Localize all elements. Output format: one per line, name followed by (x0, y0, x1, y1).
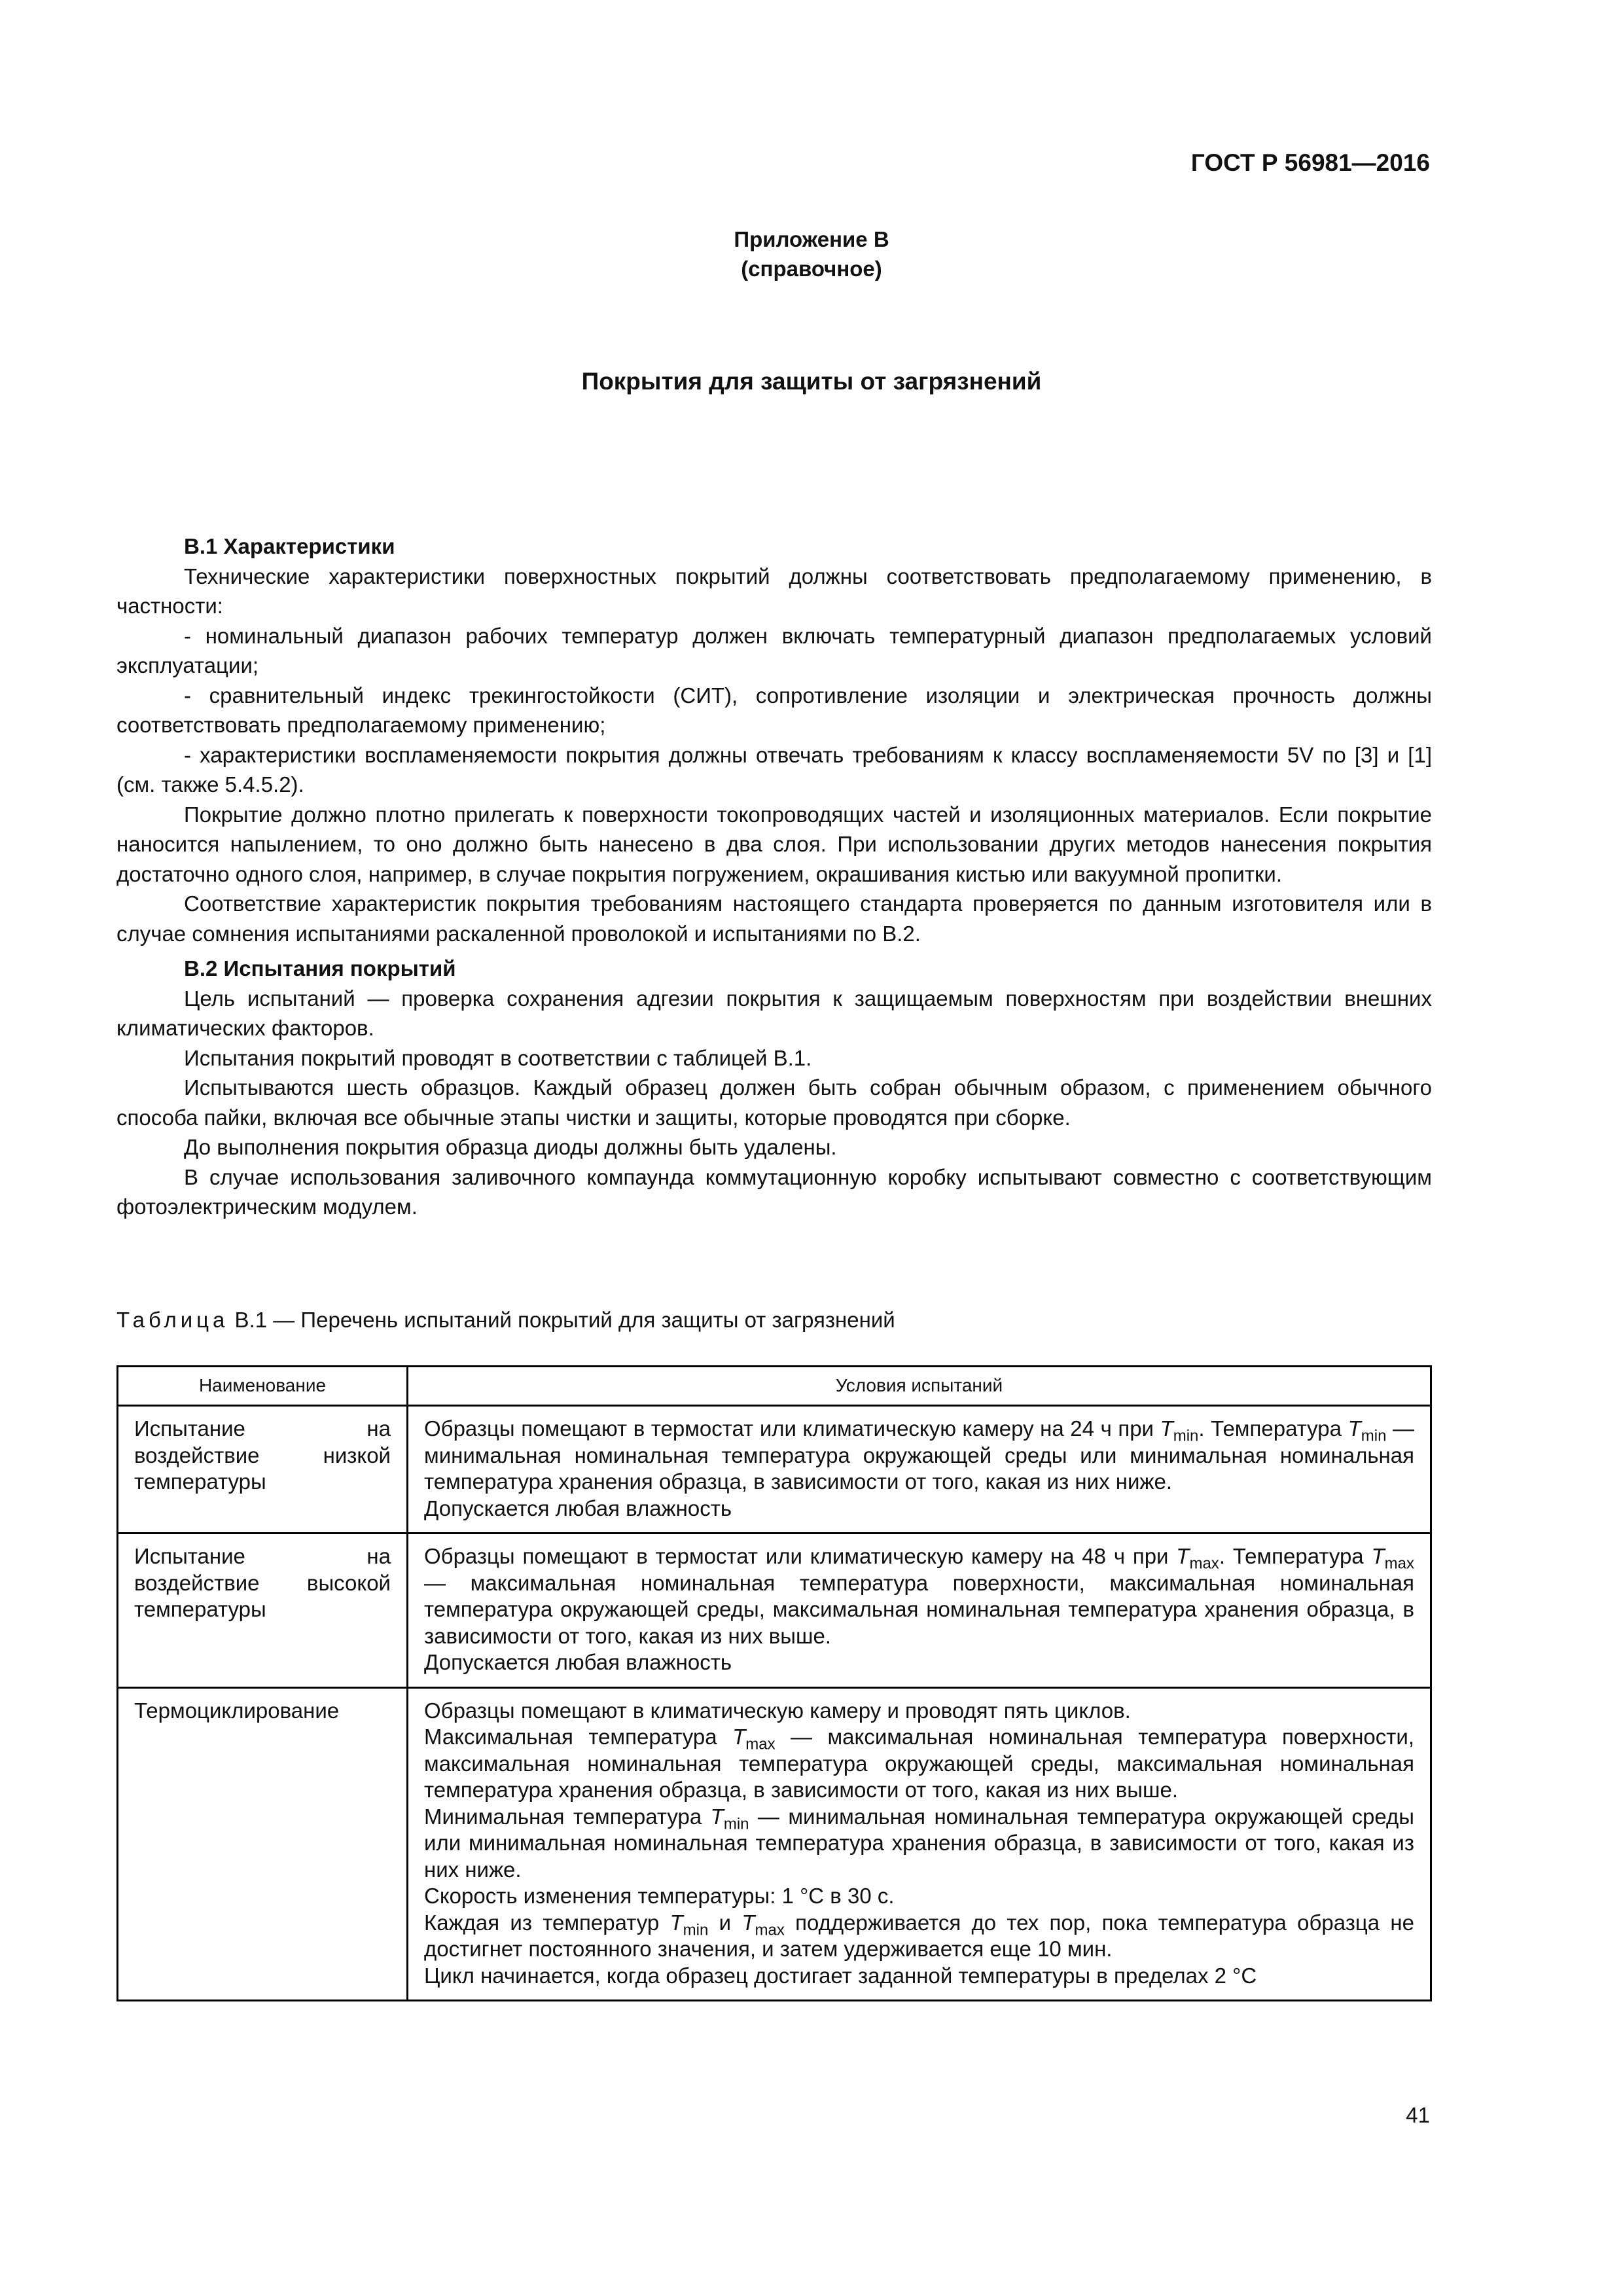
tmax-symbol: $T_{max}$ (741, 1910, 785, 1939)
tmax-symbol: $T_{max}$ (1176, 1544, 1219, 1573)
document-code: ГОСТ Р 56981—2016 (1190, 149, 1430, 176)
page-number: 41 (1406, 2103, 1430, 2127)
paragraph: Испытания покрытий проводят в соответствии с таблицей В.1. (184, 1045, 812, 1070)
paragraph: - сравнительный индекс трекингостойкости (СИТ), сопротивление изоляции и электрическая прочность должны соответствовать предполагаемому применению; (116, 683, 1432, 737)
column-header-conditions: Условия испытаний (408, 1367, 1431, 1406)
paragraph: - характеристики воспламеняемости покрытия должны отвечать требованиям к классу воспламеняемости 5V по [3] и [1] (см. также 5.4.5.2). (116, 742, 1432, 797)
section-heading-b2: В.2 Испытания покрытий (184, 956, 456, 980)
appendix-type: (справочное) (741, 257, 882, 281)
tmax-symbol: $T_{max}$ (1371, 1544, 1414, 1573)
table-row (118, 1406, 1431, 1534)
column-header-name: Наименование (118, 1367, 408, 1406)
test-conditions-cell: Образцы помещают в термостат или климатическую камеру на 24 ч при $T_{min}$. Температура $T_{min}$ — минимальная номинальная температура окружающей среды или минимальная номинальная температура хранения образца, в зависимости от того, какая из них ниже. Допускается любая влажность (408, 1406, 1431, 1534)
test-conditions-cell: Образцы помещают в климатическую камеру и проводят пять циклов. Максимальная температура $T_{max}$ — максимальная номинальная температура поверхности, максимальная номинальная температура окружающей среды, максимальная номинальная температура хранения образца, в зависимости от того, какая из них выше. Минимальная температура $T_{min}$ — минимальная номинальная температура окружающей среды или минимальная номинальная температура хранения образца, в зависимости от того, какая из них ниже. Скорость изменения температуры: 1 °С в 30 с. Каждая из температур $T_{min}$ и $T_{max}$ поддерживается до тех пор, пока температура образца не достигнет постоянного значения, и затем удерживается еще 10 мин. Цикл начинается, когда образец достигает заданной температуры в пределах 2 °С (408, 1687, 1431, 2001)
paragraph: В случае использования заливочного компаунда коммутационную коробку испытывают совместно с соответствующим фотоэлектрическим модулем. (116, 1164, 1432, 1219)
body-text (116, 531, 1432, 1222)
tests-table (116, 1365, 1432, 2001)
tmin-symbol: $T_{min}$ (669, 1910, 709, 1939)
table-header-row (118, 1367, 1431, 1406)
test-name-cell: Испытание на воздействие высокой температуры (118, 1534, 408, 1688)
table-caption (116, 1308, 895, 1333)
tmin-symbol: $T_{min}$ (1347, 1416, 1387, 1445)
appendix-title: Покрытия для защиты от загрязнений (581, 368, 1042, 395)
paragraph: Испытываются шесть образцов. Каждый образец должен быть собран обычным образом, с применением обычного способа пайки, включая все обычные этапы чистки и защиты, которые проводятся при сборке. (116, 1075, 1432, 1130)
paragraph: Покрытие должно плотно прилегать к поверхности токопроводящих частей и изоляционных материалов. Если покрытие наносится напылением, то оно должно быть нанесено в два слоя. При использовании других методов нанесения покрытия достаточно одного слоя, например, в случае покрытия погружением, окрашивания кистью или вакуумной пропитки. (116, 802, 1432, 886)
test-name-cell: Испытание на воздействие низкой температуры (118, 1406, 408, 1534)
tmin-symbol: $T_{min}$ (1160, 1416, 1199, 1445)
paragraph: Соответствие характеристик покрытия требованиям настоящего стандарта проверяется по данным изготовителя или в случае сомнения испытаниями раскаленной проволокой и испытаниями по В.2. (116, 891, 1432, 946)
tmin-symbol: $T_{min}$ (710, 1804, 749, 1833)
paragraph: Цель испытаний — проверка сохранения адгезии покрытия к защищаемым поверхностям при воздействии внешних климатических факторов. (116, 986, 1432, 1040)
paragraph: - номинальный диапазон рабочих температур должен включать температурный диапазон предполагаемых условий эксплуатации; (116, 623, 1432, 677)
paragraph: Технические характеристики поверхностных покрытий должны соответствовать предполагаемому применению, в частности: (116, 564, 1432, 618)
test-name-cell: Термоциклирование (118, 1687, 408, 2001)
section-heading-b1: В.1 Характеристики (184, 534, 395, 558)
table-row (118, 1534, 1431, 1688)
table-caption-text: В.1 — Перечень испытаний покрытий для защиты от загрязнений (228, 1308, 895, 1332)
test-conditions-cell: Образцы помещают в термостат или климатическую камеру на 48 ч при $T_{max}$. Температура $T_{max}$ — максимальная номинальная температура поверхности, максимальная номинальная температура окружающей среды, максимальная номинальная температура хранения образца, в зависимости от того, какая из них выше. Допускается любая влажность (408, 1534, 1431, 1688)
table-caption-label: Таблица (116, 1308, 229, 1332)
tmax-symbol: $T_{max}$ (732, 1725, 776, 1753)
appendix-label: Приложение В (734, 227, 889, 251)
table-row (118, 1687, 1431, 2001)
paragraph: До выполнения покрытия образца диоды должны быть удалены. (184, 1135, 837, 1159)
